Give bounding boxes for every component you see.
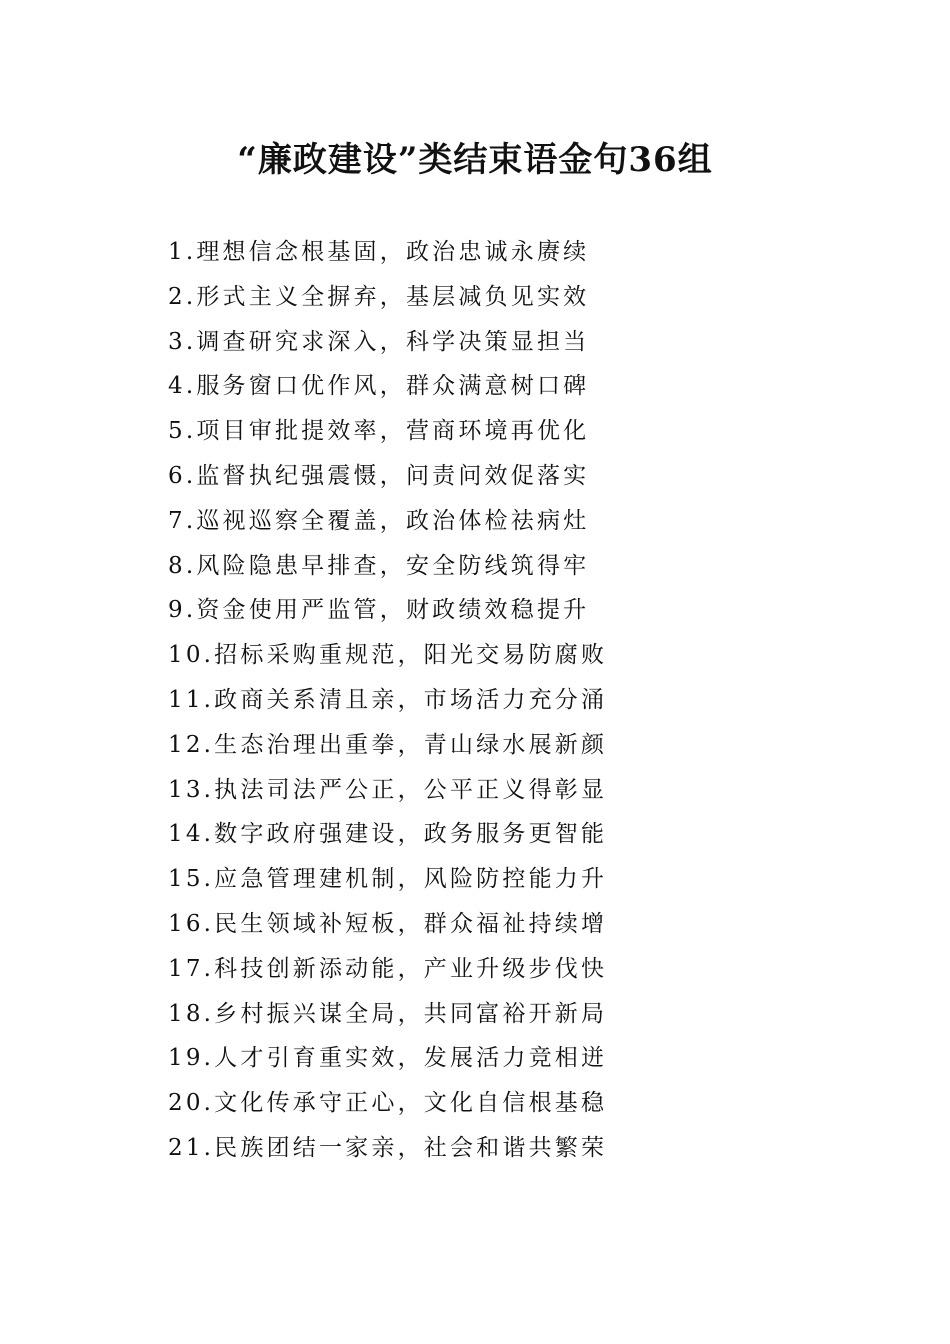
document-title: “廉政建设”类结束语金句36组	[237, 140, 713, 180]
list-item: 14.数字政府强建设，政务服务更智能	[168, 821, 608, 848]
list-item: 3.调查研究求深入，科学决策显担当	[168, 328, 590, 355]
list-item: 8.风险隐患早排查，安全防线筑得牢	[168, 552, 590, 579]
list-item: 1.理想信念根基固，政治忠诚永赓续	[168, 239, 590, 265]
list-item: 19.人才引育重实效，发展活力竞相迸	[168, 1045, 608, 1072]
list-item: 6.监督执纪强震慑，问责问效促落实	[168, 462, 590, 489]
list-item: 11.政商关系清且亲，市场活力充分涌	[168, 686, 608, 713]
list-item: 12.生态治理出重拳，青山绿水展新颜	[168, 731, 608, 758]
list-item: 15.应急管理建机制，风险防控能力升	[168, 866, 608, 893]
list-item: 20.文化传承守正心，文化自信根基稳	[168, 1090, 608, 1117]
list-item: 9.资金使用严监管，财政绩效稳提升	[168, 597, 590, 624]
list-item: 21.民族团结一家亲，社会和谐共繁荣	[168, 1134, 608, 1161]
list-item: 7.巡视巡察全覆盖，政治体检祛病灶	[168, 507, 590, 534]
list-item: 18.乡村振兴谋全局，共同富裕开新局	[168, 1000, 608, 1027]
list-item: 16.民生领域补短板，群众福祉持续增	[168, 910, 608, 937]
list-item: 2.形式主义全摒弃，基层减负见实效	[168, 283, 590, 310]
list-item: 17.科技创新添动能，产业升级步伐快	[168, 955, 608, 982]
list-item: 5.项目审批提效率，营商环境再优化	[168, 418, 590, 445]
list-item: 4.服务窗口优作风，群众满意树口碑	[168, 373, 590, 400]
list-item: 10.招标采购重规范，阳光交易防腐败	[168, 642, 608, 669]
list-item: 13.执法司法严公正，公平正义得彰显	[168, 776, 608, 803]
slogan-list	[168, 230, 607, 1171]
